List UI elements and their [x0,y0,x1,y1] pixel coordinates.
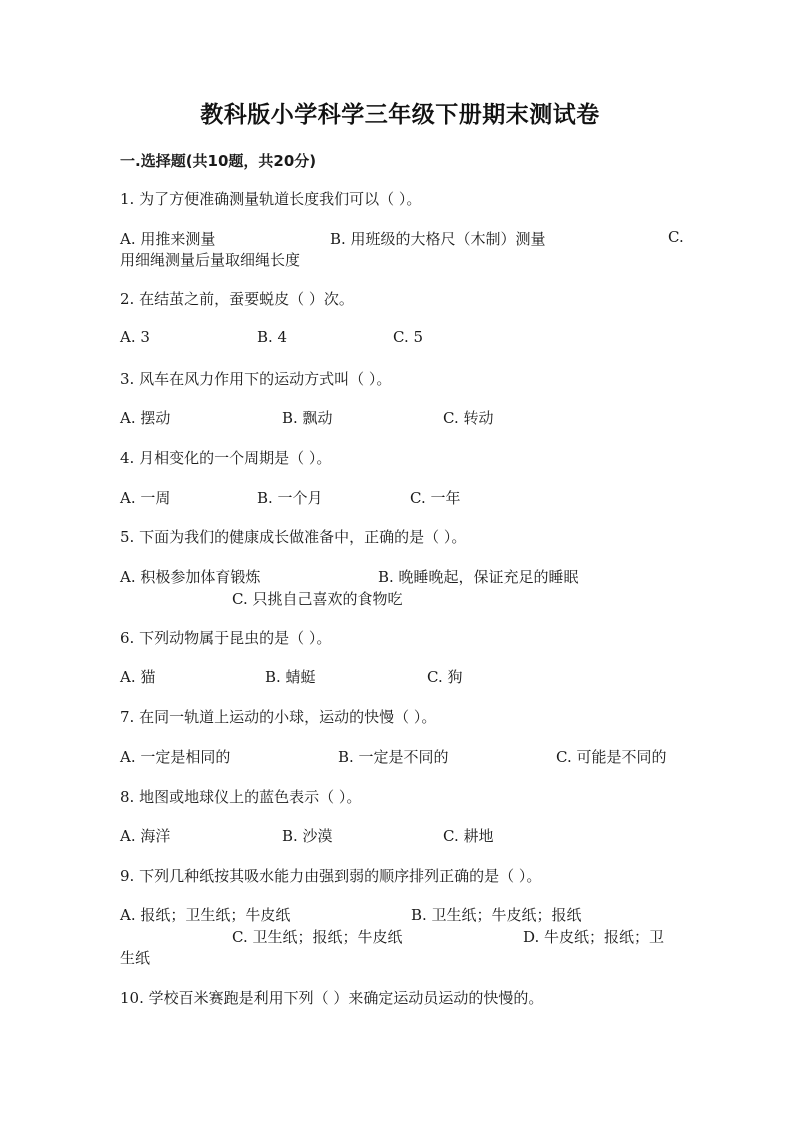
q3-option-b: B. 飘动 [282,409,333,427]
q6-option-c: C. 狗 [427,668,463,686]
q4-option-c: C. 一年 [410,489,461,507]
q7-option-a: A. 一定是相同的 [120,748,231,766]
q3-option-c: C. 转动 [443,409,494,427]
q2-option-c: C. 5 [393,328,424,346]
q9-option-d: D. 牛皮纸；报纸；卫 [523,928,665,946]
q6-option-a: A. 猫 [120,668,156,686]
section-heading: 一.选择题(共10题，共20分) [120,152,317,170]
q3-option-a: A. 摆动 [120,409,171,427]
q5-option-c: C. 只挑自己喜欢的食物吃 [232,590,403,608]
q7-option-b: B. 一定是不同的 [338,748,449,766]
q8-option-a: A. 海洋 [120,827,171,845]
q2-option-a: A. 3 [120,328,150,346]
question-1: 1. 为了方便准确测量轨道长度我们可以（ ）。 [120,190,422,208]
question-10: 10. 学校百米赛跑是利用下列（ ）来确定运动员运动的快慢的。 [120,989,544,1007]
q1-option-c: C. [668,228,684,246]
q9-option-a: A. 报纸；卫生纸；牛皮纸 [120,906,291,924]
question-5: 5. 下面为我们的健康成长做准备中，正确的是（ ）。 [120,528,467,546]
question-9: 9. 下列几种纸按其吸水能力由强到弱的顺序排列正确的是（ ）。 [120,867,542,885]
q4-option-a: A. 一周 [120,489,171,507]
question-6: 6. 下列动物属于昆虫的是（ ）。 [120,629,332,647]
q9-option-b: B. 卫生纸；牛皮纸；报纸 [411,906,582,924]
question-4: 4. 月相变化的一个周期是（ ）。 [120,449,332,467]
question-8: 8. 地图或地球仪上的蓝色表示（ ）。 [120,788,362,806]
q6-option-b: B. 蜻蜓 [265,668,316,686]
q8-option-c: C. 耕地 [443,827,494,845]
q5-option-b: B. 晚睡晚起，保证充足的睡眠 [378,568,579,586]
question-2: 2. 在结茧之前，蚕要蜕皮（ ）次。 [120,290,354,308]
q9-option-d-text: 生纸 [120,949,151,967]
q2-option-b: B. 4 [257,328,288,346]
question-7: 7. 在同一轨道上运动的小球，运动的快慢（ ）。 [120,708,437,726]
q1-option-a: A. 用推来测量 [120,230,216,248]
q1-option-c-text: 用细绳测量后量取细绳长度 [120,251,301,269]
question-3: 3. 风车在风力作用下的运动方式叫（ ）。 [120,370,392,388]
q8-option-b: B. 沙漠 [282,827,333,845]
q5-option-a: A. 积极参加体育锻炼 [120,568,261,586]
page-title: 教科版小学科学三年级下册期末测试卷 [200,102,600,128]
q7-option-c: C. 可能是不同的 [556,748,667,766]
q4-option-b: B. 一个月 [257,489,323,507]
q1-option-b: B. 用班级的大格尺（木制）测量 [330,230,546,248]
q9-option-c: C. 卫生纸；报纸；牛皮纸 [232,928,403,946]
